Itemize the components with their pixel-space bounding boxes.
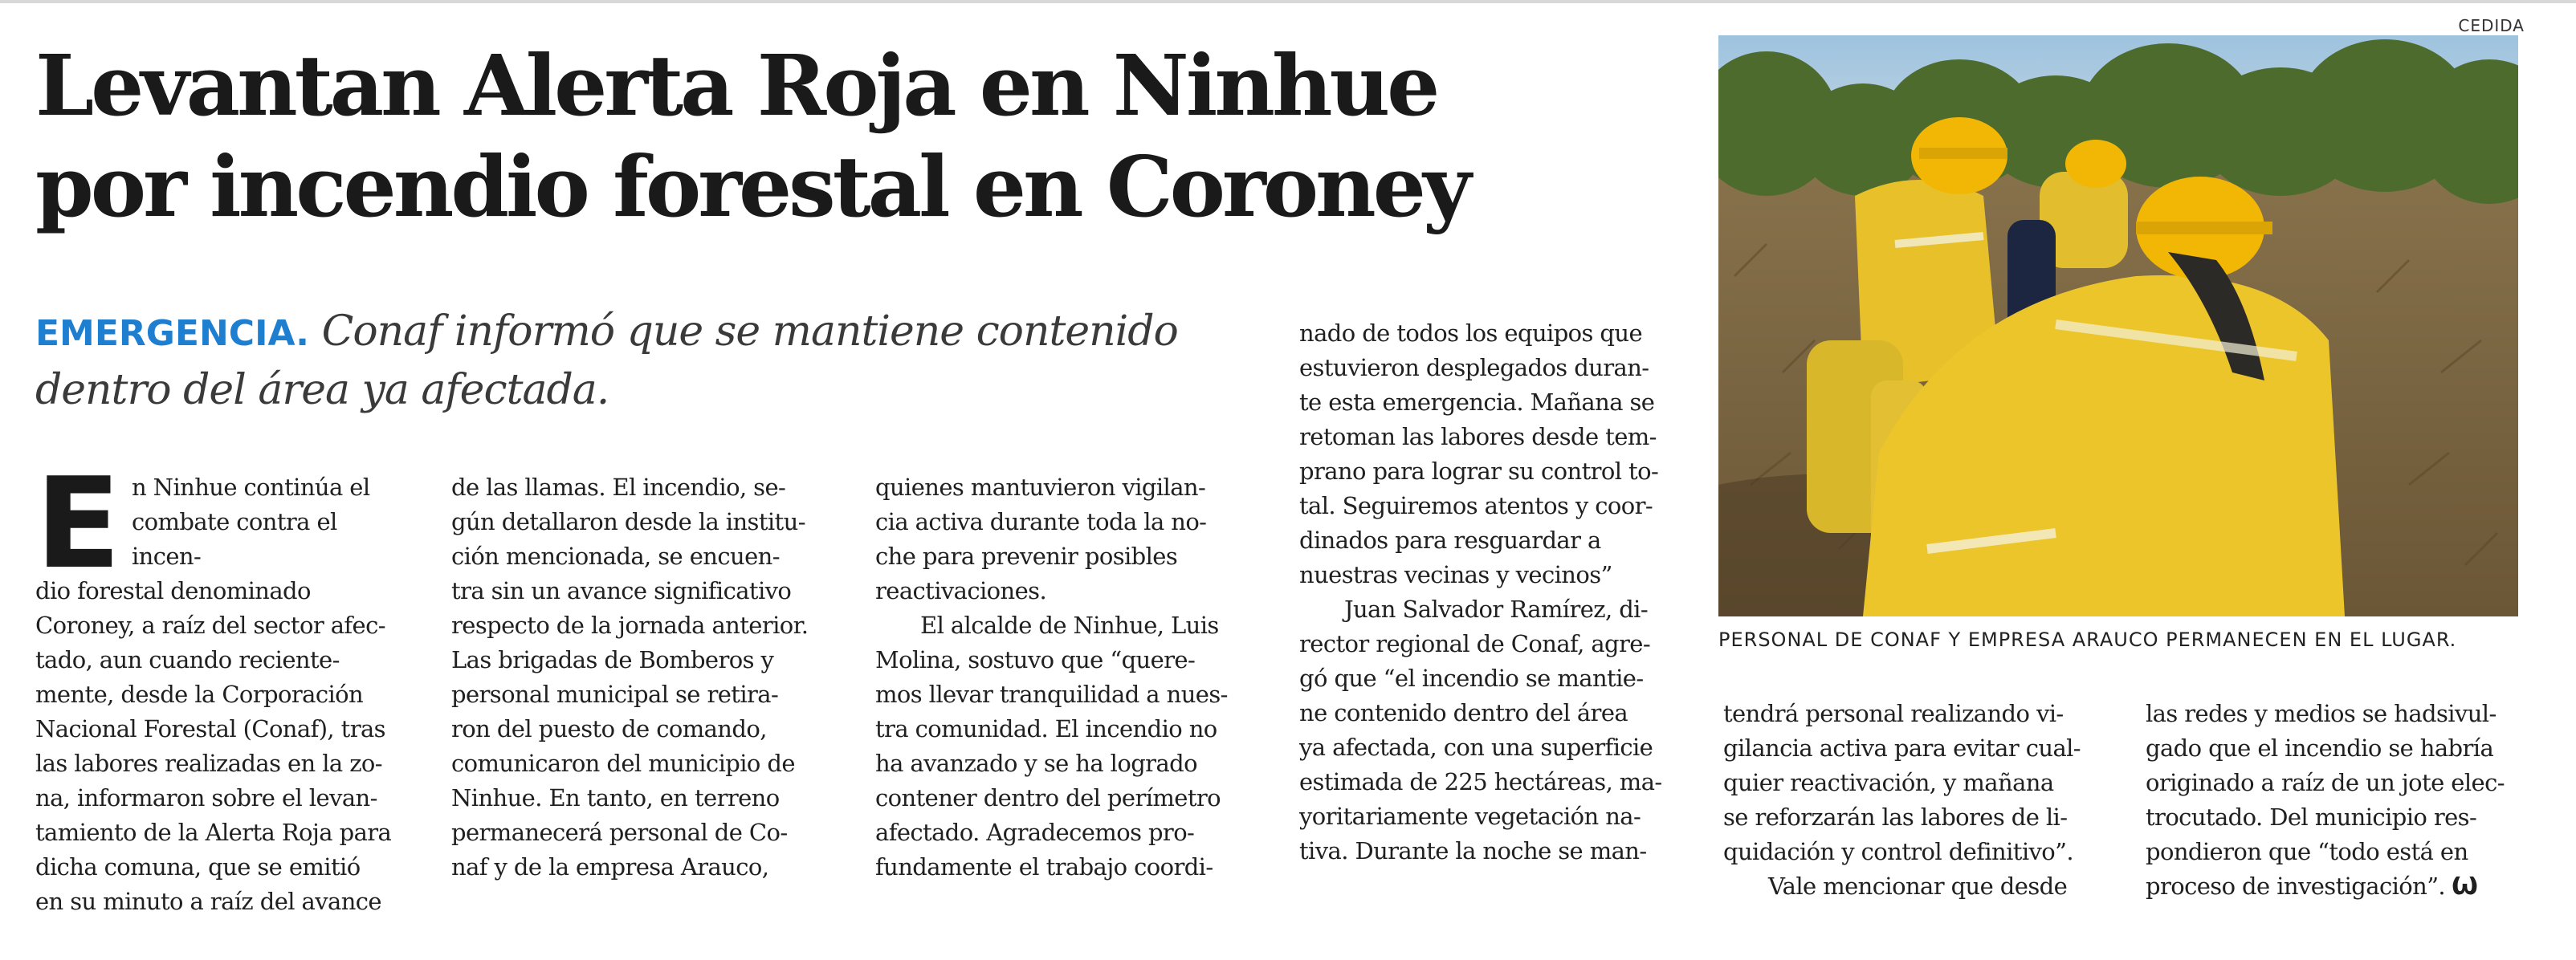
article-line: tiva. Durante la noche se man- xyxy=(1299,837,1647,864)
headline-line-2: por incendio forestal en Coroney xyxy=(35,137,1469,236)
article-line: ción mencionada, se encuen- xyxy=(451,543,780,570)
end-mark-icon: Ѡ xyxy=(2452,873,2478,901)
article-line: nuestras vecinas y vecinos” xyxy=(1299,561,1612,588)
article-line: combate contra el incen- xyxy=(131,508,337,570)
top-rule xyxy=(0,0,2576,3)
article-line: quier reactivación, y mañana xyxy=(1723,769,2054,796)
photo-credit: CEDIDA xyxy=(2458,16,2525,35)
article-line: contener dentro del perímetro xyxy=(875,784,1221,812)
article-line: respecto de la jornada anterior. xyxy=(451,612,809,639)
column-5-paragraph-1 xyxy=(1723,697,2099,869)
article-line: tra sin un avance significativo xyxy=(451,577,792,604)
article-line: tra comunidad. El incendio no xyxy=(875,715,1217,742)
article-line: Coroney, a raíz del sector afec- xyxy=(35,612,385,639)
article-line: ron del puesto de comando, xyxy=(451,715,767,742)
article-line: estimada de 225 hectáreas, ma- xyxy=(1299,768,1662,795)
deck-text: Conaf informó que se mantiene contenido dentro del área ya afectada. xyxy=(35,307,1178,414)
headline-line-1: Levantan Alerta Roja en Ninhue xyxy=(35,36,1437,135)
article-line: fundamente el trabajo coordi- xyxy=(875,853,1213,881)
article-column-6 xyxy=(2146,697,2521,904)
article-line: rector regional de Conaf, agre- xyxy=(1299,630,1651,657)
article-line: mente, desde la Corporación xyxy=(35,681,364,708)
article-line: quidación y control definitivo”. xyxy=(1723,838,2073,865)
column-5-paragraph-2 xyxy=(1723,869,2099,904)
article-line: ne contenido dentro del área xyxy=(1299,699,1628,726)
article-line: reactivaciones. xyxy=(875,577,1047,604)
article-line: trocutado. Del municipio res- xyxy=(2146,803,2477,831)
article-line: nado de todos los equipos que xyxy=(1299,319,1643,347)
article-line: originado a raíz de un jote elec- xyxy=(2146,769,2505,796)
photo-caption: PERSONAL DE CONAF Y EMPRESA ARAUCO PERMANECEN EN EL LUGAR. xyxy=(1718,628,2457,651)
article-line: yoritariamente vegetación na- xyxy=(1299,803,1641,830)
article-line: de las llamas. El incendio, se- xyxy=(451,474,786,501)
deck xyxy=(35,303,1272,418)
article-line: estuvieron desplegados duran- xyxy=(1299,354,1649,381)
article-line: mos llevar tranquilidad a nues- xyxy=(875,681,1228,708)
article-column-1 xyxy=(35,450,411,919)
article-line: dinados para resguardar a xyxy=(1299,527,1601,554)
article-line: Molina, sostuvo que “quere- xyxy=(875,646,1196,673)
article-line: n Ninhue continúa el xyxy=(131,474,370,501)
article-line: dio forestal denominado xyxy=(35,577,311,604)
article-column-2 xyxy=(451,470,827,885)
deck-kicker: EMERGENCIA. xyxy=(35,313,310,354)
article-column-3 xyxy=(875,470,1251,885)
article-line: proceso de investigación”. Ѡ xyxy=(2146,873,2478,901)
article-line: ya afectada, con una superficie xyxy=(1299,734,1653,761)
article-line: permanecerá personal de Co- xyxy=(451,819,788,846)
column-1-lines xyxy=(35,608,411,919)
article-line: naf y de la empresa Arauco, xyxy=(451,853,769,881)
article-line: gó que “el incendio se mantie- xyxy=(1299,665,1644,692)
headline xyxy=(35,35,1689,238)
article-line: te esta emergencia. Mañana se xyxy=(1299,388,1655,416)
article-line: Las brigadas de Bomberos y xyxy=(451,646,774,673)
article-line: quienes mantuvieron vigilan- xyxy=(875,474,1206,501)
article-line: se reforzarán las labores de li- xyxy=(1723,803,2068,831)
article-column-5 xyxy=(1723,697,2099,904)
article-line: pondieron que “todo está en xyxy=(2146,838,2468,865)
article-line: las labores realizadas en la zo- xyxy=(35,750,382,777)
article-line: dicha comuna, que se emitió xyxy=(35,853,361,881)
article-line: cia activa durante toda la no- xyxy=(875,508,1207,535)
article-line: en su minuto a raíz del avance xyxy=(35,888,381,915)
column-3-paragraph-1 xyxy=(875,470,1251,608)
article-line: na, informaron sobre el levan- xyxy=(35,784,377,812)
article-line: retoman las labores desde tem- xyxy=(1299,423,1657,450)
article-line: Nacional Forestal (Conaf), tras xyxy=(35,715,385,742)
article-line: El alcalde de Ninhue, Luis xyxy=(920,612,1219,639)
article-line: Ninhue. En tanto, en terreno xyxy=(451,784,780,812)
article-line: tendrá personal realizando vi- xyxy=(1723,700,2064,727)
column-4-paragraph-2 xyxy=(1299,592,1675,868)
article-line: tado, aun cuando reciente- xyxy=(35,646,340,673)
article-line: Vale mencionar que desde xyxy=(1768,873,2068,900)
drop-cap: E xyxy=(35,450,120,596)
article-line: gado que el incendio se habría xyxy=(2146,734,2494,762)
article-line: las redes y medios se hadsivul- xyxy=(2146,700,2497,727)
article-line: ha avanzado y se ha logrado xyxy=(875,750,1197,777)
article-line: che para prevenir posibles xyxy=(875,543,1178,570)
column-4-paragraph-1 xyxy=(1299,316,1675,592)
article-line: prano para lograr su control to- xyxy=(1299,458,1659,485)
article-line: gún detallaron desde la institu- xyxy=(451,508,805,535)
article-line: comunicaron del municipio de xyxy=(451,750,795,777)
column-3-paragraph-2 xyxy=(875,608,1251,885)
article-line: Juan Salvador Ramírez, di- xyxy=(1344,596,1649,623)
firefighters-illustration xyxy=(1718,35,2518,616)
article-column-4 xyxy=(1299,316,1675,868)
article-line: personal municipal se retira- xyxy=(451,681,779,708)
article-line: tamiento de la Alerta Roja para xyxy=(35,819,392,846)
article-line: afectado. Agradecemos pro- xyxy=(875,819,1195,846)
article-line: tal. Seguiremos atentos y coor- xyxy=(1299,492,1653,519)
news-photo xyxy=(1718,35,2518,616)
article-line: gilancia activa para evitar cual- xyxy=(1723,734,2081,762)
